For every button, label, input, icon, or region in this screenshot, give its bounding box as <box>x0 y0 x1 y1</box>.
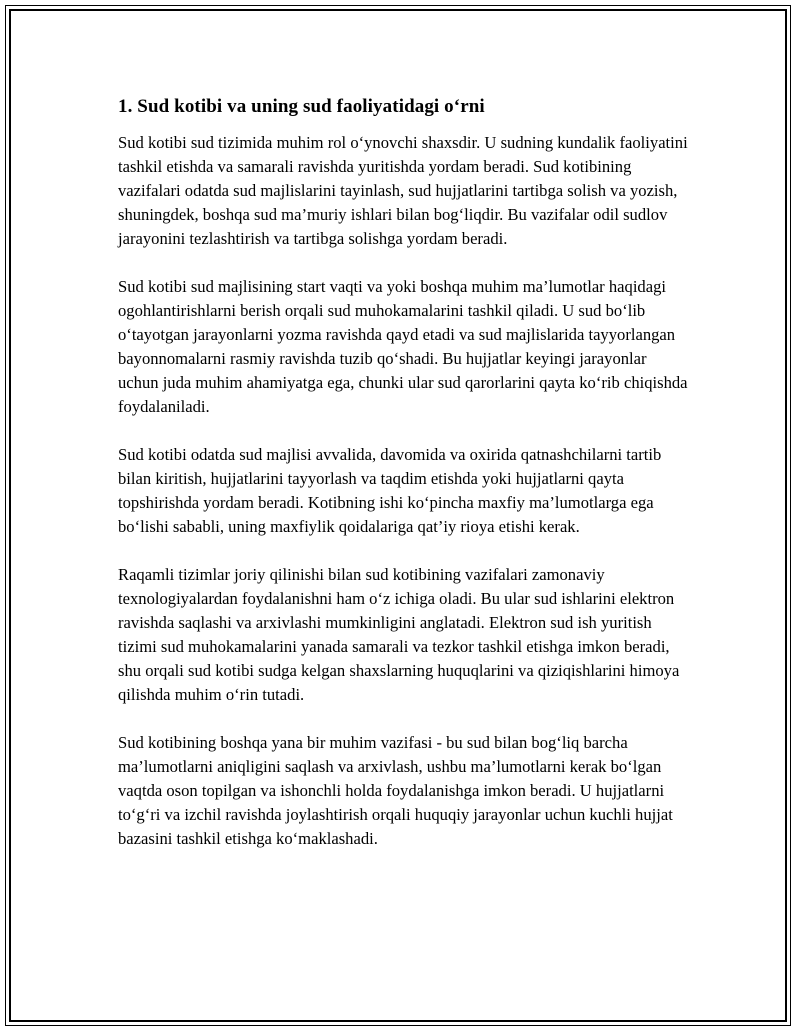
section-heading: 1. Sud kotibi va uning sud faoliyatidagi o‘rni <box>118 96 485 117</box>
paragraph-4: Raqamli tizimlar joriy qilinishi bilan sud kotibining vazifalari zamonaviy texnologiyalardan foydalanishni ham o‘z ichiga oladi. Bu ular sud ishlarini elektron ravishda saqlashi va arxivlashi mumkinligini anglatadi. Elektron sud ish yuritish tizimi sud muhokamalarini yanada samarali va tezkor tashkil etishga imkon beradi, shu orqali sud kotibi sudga kelgan shaxslarning huquqlarini va qiziqishlarini himoya qilishda muhim o‘rin tutadi. <box>118 565 680 704</box>
paragraph-5: Sud kotibining boshqa yana bir muhim vazifasi - bu sud bilan bog‘liq barcha ma’lumotlarni aniqligini saqlash va arxivlash, ushbu ma’lumotlarni kerak bo‘lgan vaqtda oson topilgan va ishonchli holda foydalanishga imkon beradi. U hujjatlarni to‘g‘ri va izchil ravishda joylashtirish orqali huquqiy jarayonlar uchun kuchli hujjat bazasini tashkil etishga ko‘maklashadi. <box>118 733 673 848</box>
paragraph-3: Sud kotibi odatda sud majlisi avvalida, davomida va oxirida qatnashchilarni tartib bilan kiritish, hujjatlarini tayyorlash va taqdim etishda yoki hujjatlarni qayta topshirishda yordam beradi. Kotibning ishi ko‘pincha maxfiy ma’lumotlarga ega bo‘lishi sababli, uning maxfiylik qoidalariga qat’iy rioya etishi kerak. <box>118 445 662 536</box>
document-body <box>118 93 688 875</box>
paragraph-2: Sud kotibi sud majlisining start vaqti va yoki boshqa muhim ma’lumotlar haqidagi ogohlantirishlarni berish orqali sud muhokamalarini tashkil qiladi. U sud bo‘lib o‘tayotgan jarayonlarni yozma ravishda qayd etadi va sud majlislarida tayyorlangan bayonnomalarni rasmiy ravishda tuzib qo‘shadi. Bu hujjatlar keyingi jarayonlar uchun juda muhim ahamiyatga ega, chunki ular sud qarorlarini qayta ko‘rib chiqishda foydalaniladi. <box>118 277 688 416</box>
paragraph-1: Sud kotibi sud tizimida muhim rol o‘ynovchi shaxsdir. U sudning kundalik faoliyatini tashkil etishda va samarali ravishda yuritishda yordam beradi. Sud kotibining vazifalari odatda sud majlislarini tayinlash, sud hujjatlarini tartibga solish va yozish, shuningdek, boshqa sud ma’muriy ishlari bilan bog‘liqdir. Bu vazifalar odil sudlov jarayonini tezlashtirish va tartibga solishga yordam beradi. <box>118 133 688 248</box>
